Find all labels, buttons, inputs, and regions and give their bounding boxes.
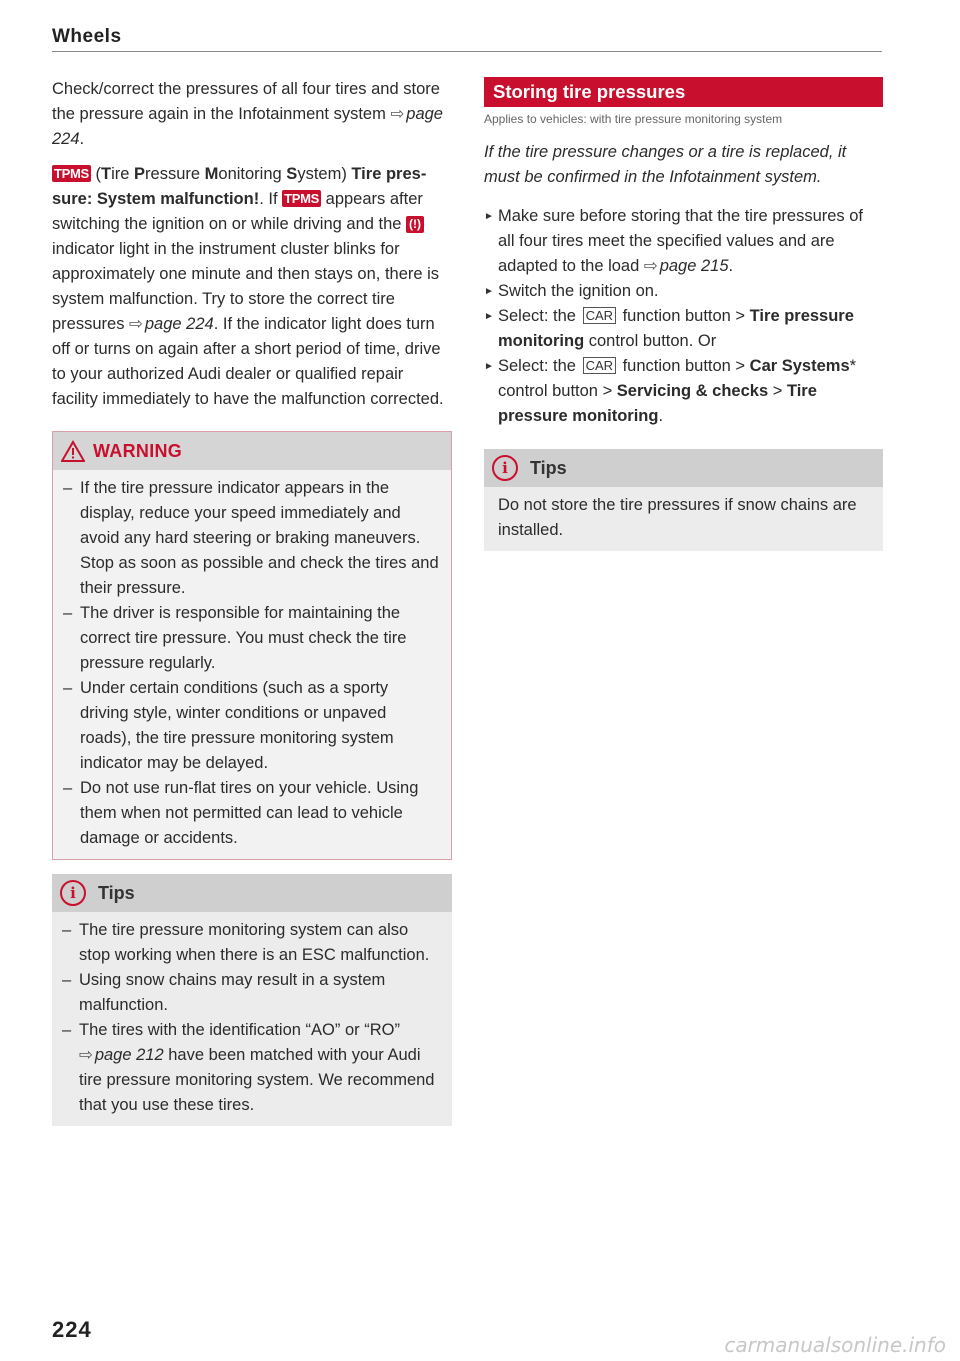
list-item: – Under certain conditions (such as a sporty driving style, winter conditions or unpaved roads), the tire pressure monitoring system indicator may be delayed. — [63, 676, 441, 776]
arrow-right-icon: ⇨ — [390, 105, 405, 123]
arrow-right-icon: ⇨ — [643, 257, 658, 275]
list-item: – Using snow chains may result in a system malfunction. — [62, 968, 442, 1018]
tire-pressure-lamp-icon: (!) — [406, 216, 424, 233]
tips-text: Do not store the tire pressures if snow chains are installed. — [498, 496, 857, 539]
page-reference-link[interactable]: ⇨ page 224 — [52, 105, 443, 148]
page-reference-link[interactable]: ⇨ page 215 — [643, 257, 729, 275]
tpms-warning-icon: TPMS — [54, 166, 89, 181]
malfunction-paragraph: TPMS (Tire Pressure Monitoring System) Tire pressure: System malfunction!. If TPMS appears after switching the ignition on or while driving and the (!) indicator light in the instrument cluster blinks for approximately one minute and then stays on, there is system malfunction. Try to store the correct tire pressures ⇨ page 224. If the indicator light does turn off or turns on again after a short period of time, drive to your authorized Audi dealer or qualified repair facility immediately to have the malfunction corrected. — [52, 165, 444, 408]
warning-triangle-icon — [61, 440, 85, 462]
tpms-warning-icon-inline: TPMS — [284, 191, 320, 206]
section-intro: If the tire pressure changes or a tire is replaced, it must be confirmed in the Infotainment system. — [484, 143, 847, 186]
warning-header — [53, 432, 451, 470]
watermark: carmanualsonline.info — [724, 1333, 946, 1357]
intro-text: Check/correct the pressures of all four tires and store the pressure again in the Infotainment system — [52, 80, 440, 123]
malfunction-message: Tire pressure: System malfunction! — [52, 165, 427, 208]
page-number: 224 — [52, 1317, 92, 1342]
arrow-right-icon: ⇨ — [129, 315, 143, 333]
tips-header — [484, 449, 883, 487]
list-item: – Do not use run-flat tires on your vehicle. Using them when not permitted can lead to vehicle damage or accidents. — [63, 776, 441, 851]
section-title: Storing tire pressures — [484, 77, 883, 107]
right-column — [484, 77, 883, 551]
left-column — [52, 77, 452, 1126]
list-item: – The tires with the identification “AO” or “RO” ⇨ page 212 have been matched with your Audi tire pressure monitoring system. We recommend that you use these tires. — [62, 1018, 442, 1118]
step-item: ► Select: the CAR function button > Tire pressure monitoring control button. Or — [484, 304, 883, 354]
car-key-label: CAR — [583, 357, 616, 374]
warning-title: WARNING — [93, 440, 183, 461]
tips-title: Tips — [98, 882, 135, 903]
warning-box — [52, 431, 452, 860]
page-reference-link[interactable]: ⇨ page 212 — [79, 1046, 164, 1064]
steps-list — [484, 204, 883, 429]
page-header-title: Wheels — [52, 26, 122, 47]
intro-paragraph: Check/correct the pressures of all four tires and store the pressure again in the Infotainment system ⇨ page 224. — [52, 80, 443, 148]
car-key-label: CAR — [583, 307, 616, 324]
tips-box-right — [484, 449, 883, 551]
list-item: – The driver is responsible for maintaining the correct tire pressure. You must check the tire pressure regularly. — [63, 601, 441, 676]
applies-note: Applies to vehicles: with tire pressure monitoring system — [484, 112, 783, 126]
step-item: ► Make sure before storing that the tire pressures of all four tires meet the specified values and are adapted to the load ⇨ page 215. — [484, 204, 883, 279]
step-item: ► Select: the CAR function button > Car Systems* control button > Servicing & checks > Tire pressure monitoring. — [484, 354, 883, 429]
tips-header — [52, 874, 452, 912]
info-icon: i — [492, 455, 518, 481]
tips-box — [52, 874, 452, 1126]
list-item: – The tire pressure monitoring system can also stop working when there is an ESC malfunction. — [62, 918, 442, 968]
header-divider — [52, 51, 882, 52]
warning-list — [53, 470, 451, 859]
list-item: – If the tire pressure indicator appears in the display, reduce your speed immediately and avoid any hard steering or braking maneuvers. Stop as soon as possible and check the tires and their pressure. — [63, 476, 441, 601]
tips-title: Tips — [530, 457, 567, 478]
page-reference-link[interactable]: ⇨ page 224 — [129, 315, 214, 333]
tips-list — [52, 912, 452, 1126]
arrow-right-icon: ⇨ — [79, 1046, 93, 1064]
step-item: ► Switch the ignition on. — [484, 279, 883, 304]
info-icon: i — [60, 880, 86, 906]
